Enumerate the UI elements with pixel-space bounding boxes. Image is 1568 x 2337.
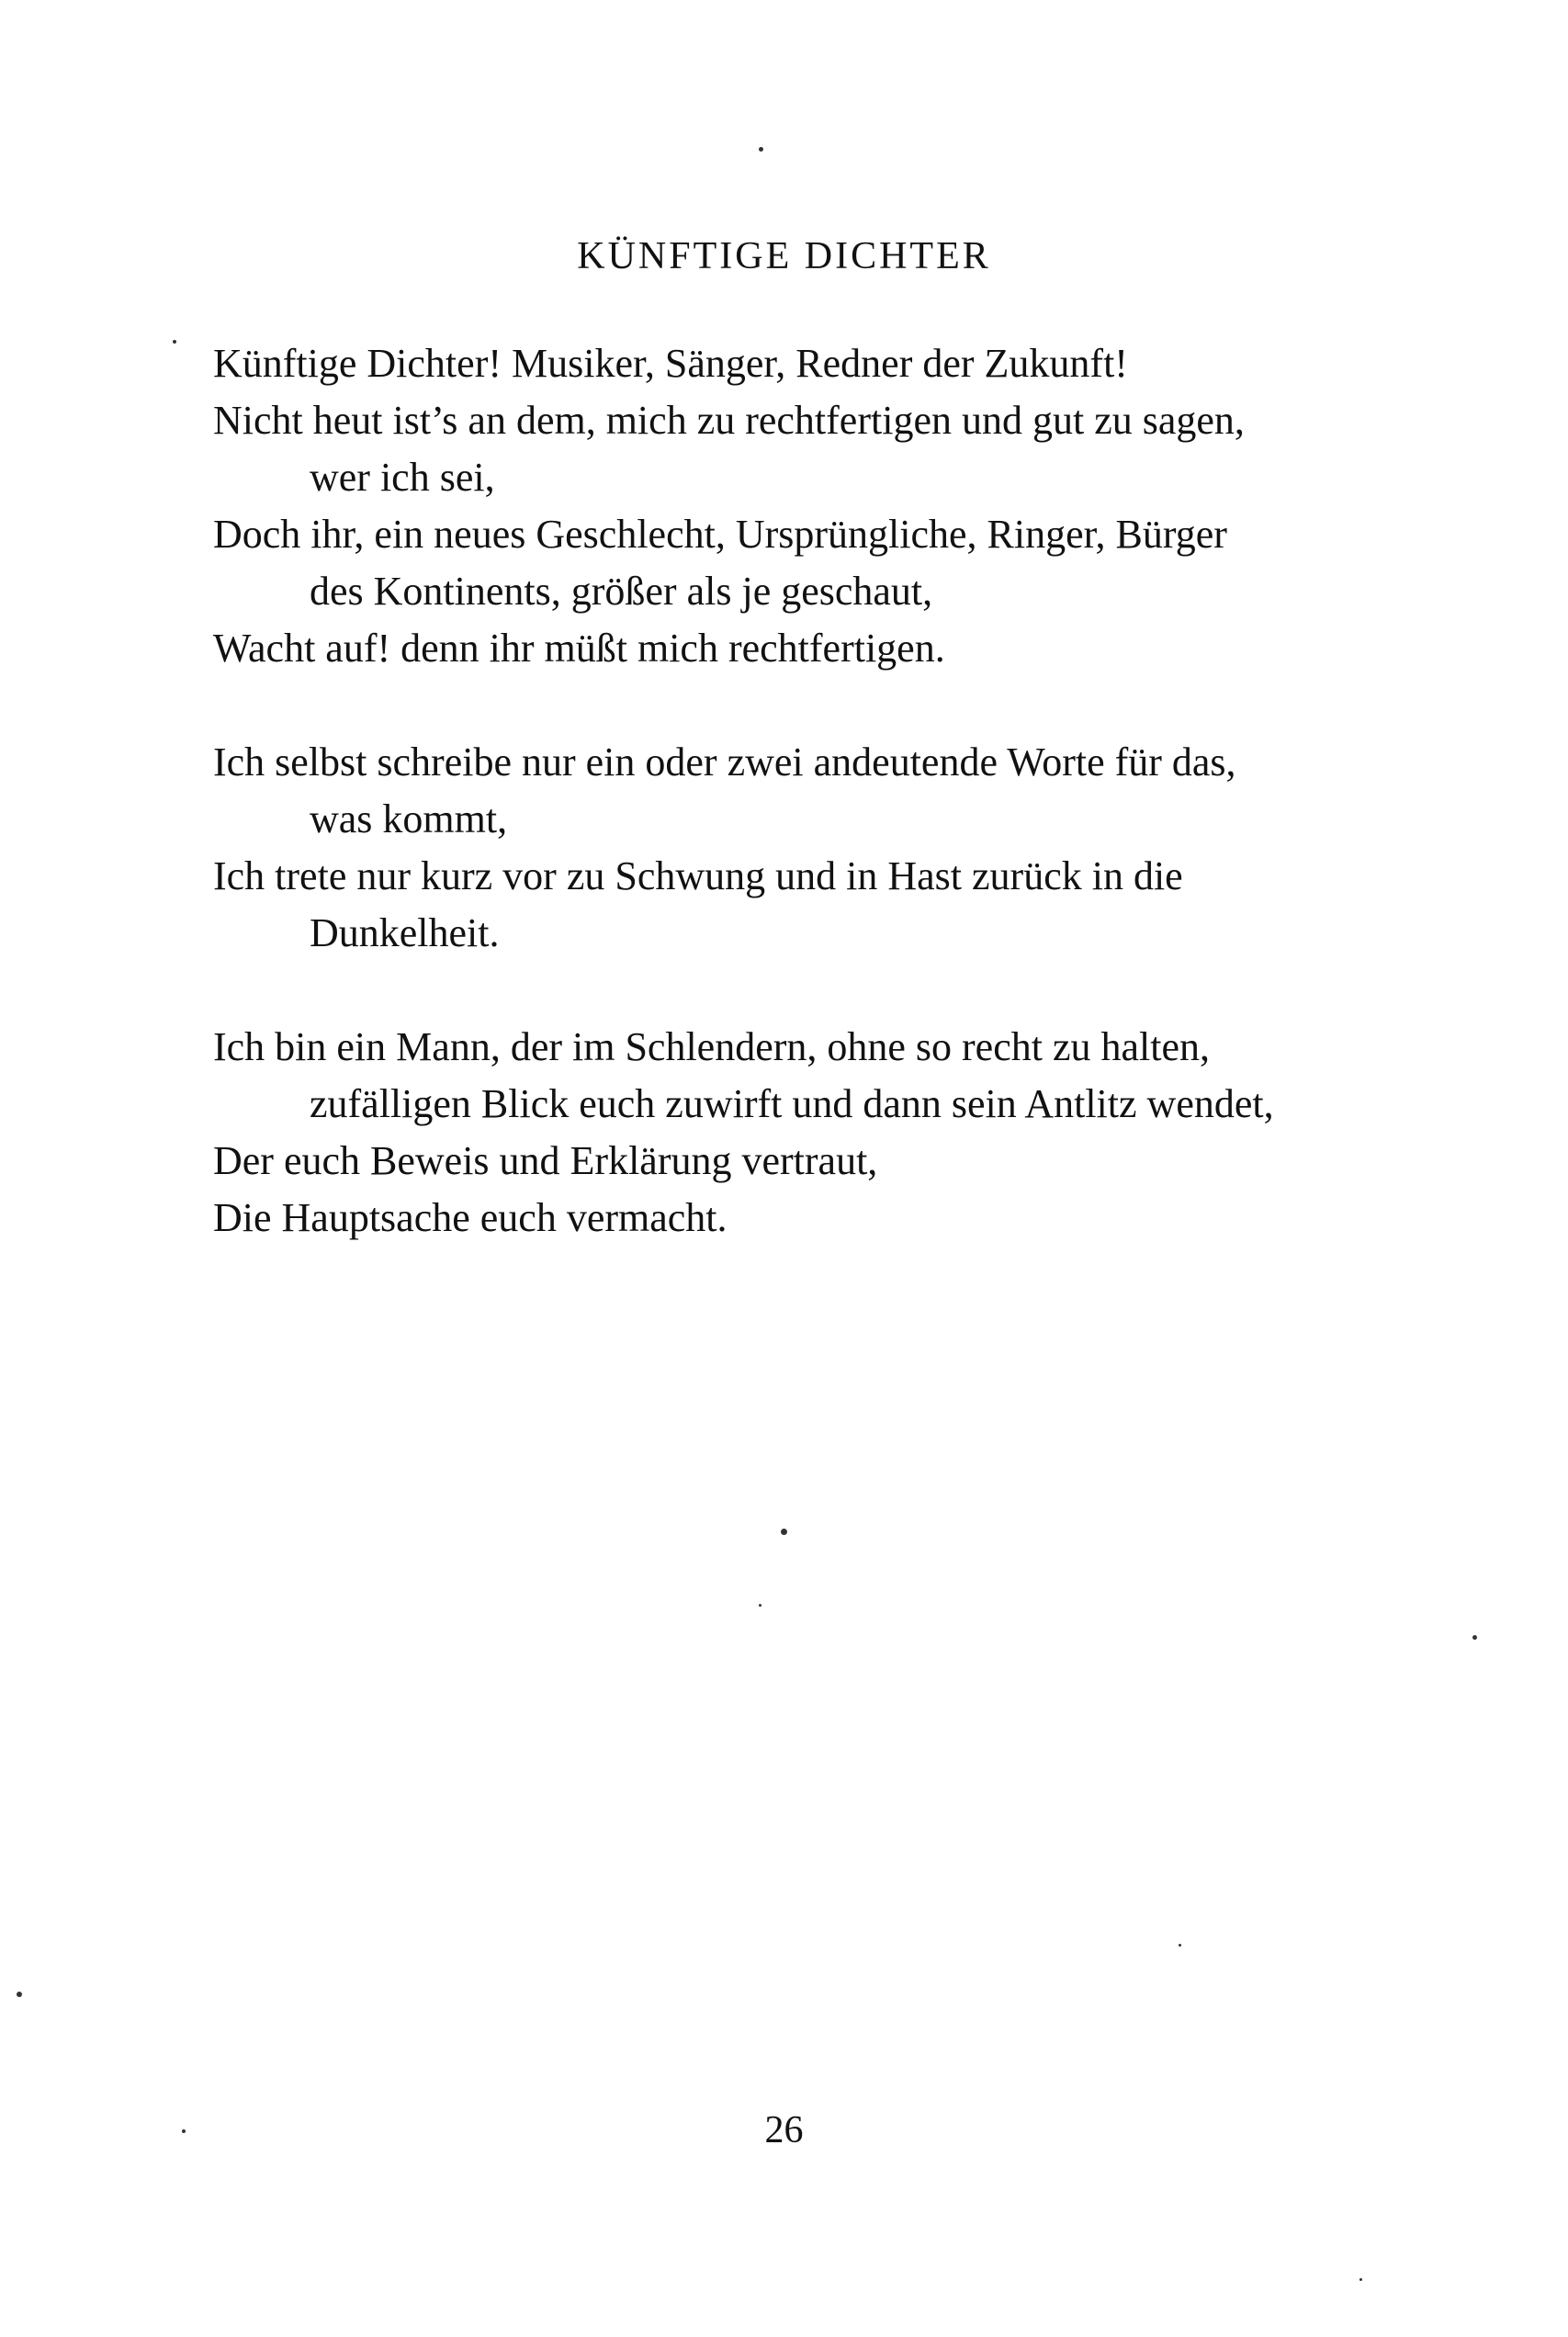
- poem-line: Doch ihr, ein neues Geschlecht, Ursprüngliche, Ringer, Bürger: [213, 512, 1227, 557]
- scan-speck: [759, 147, 763, 152]
- poem-line-continuation: zufälligen Blick euch zuwirft und dann sein Antlitz wendet,: [310, 1081, 1274, 1126]
- scan-speck: [17, 1992, 22, 1997]
- poem-body: [213, 335, 1499, 1304]
- stanza-1: [213, 335, 1499, 677]
- poem-line-continuation: wer ich sei,: [310, 455, 495, 500]
- scan-speck: [759, 1604, 761, 1607]
- poem-line: Die Hauptsache euch vermacht.: [213, 1195, 728, 1240]
- scan-speck: [182, 2129, 186, 2133]
- poem-line: Künftige Dichter! Musiker, Sänger, Redner der Zukunft!: [213, 341, 1128, 386]
- page-title: KÜNFTIGE DICHTER: [577, 235, 991, 277]
- poem-line: Ich trete nur kurz vor zu Schwung und in Hast zurück in die: [213, 853, 1183, 898]
- scan-speck: [781, 1529, 787, 1535]
- scan-speck: [1179, 1944, 1181, 1947]
- poem-line: Der euch Beweis und Erklärung vertraut,: [213, 1138, 878, 1183]
- poem-line-continuation: des Kontinents, größer als je geschaut,: [310, 569, 933, 614]
- stanza-3: [213, 1019, 1499, 1247]
- poem-line: Ich selbst schreibe nur ein oder zwei andeutende Worte für das,: [213, 739, 1236, 785]
- poem-line: Wacht auf! denn ihr müßt mich rechtfertigen.: [213, 626, 945, 671]
- scan-speck: [1472, 1635, 1477, 1640]
- poem-line-continuation: was kommt,: [310, 796, 508, 841]
- scan-speck: [1359, 2278, 1362, 2281]
- poem-line-continuation: Dunkelheit.: [310, 910, 500, 955]
- stanza-2: [213, 734, 1499, 962]
- scan-speck: [173, 340, 176, 344]
- poem-line: Nicht heut ist’s an dem, mich zu rechtfertigen und gut zu sagen,: [213, 398, 1245, 443]
- poem-line: Ich bin ein Mann, der im Schlendern, ohne so recht zu halten,: [213, 1024, 1211, 1069]
- page-number: 26: [764, 2109, 804, 2151]
